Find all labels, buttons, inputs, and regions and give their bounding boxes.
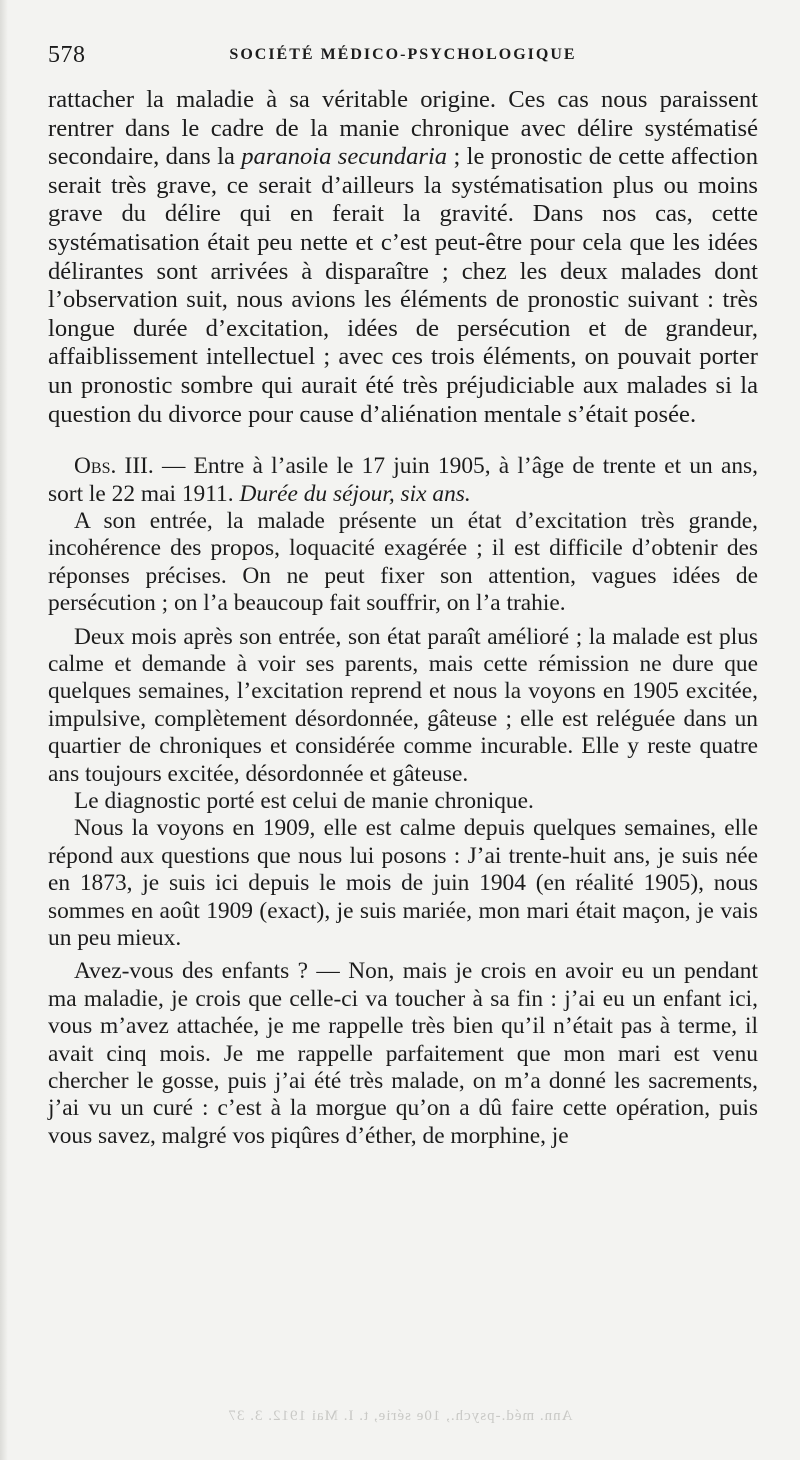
paragraph-two-months: Deux mois après son entrée, son état paraît amélioré ; la malade est plus calme et demande à voir ses parents, mais cette rémission ne dure que quelques semaines, l’excitation reprend et nous la voyons en 1905 excitée, impulsive, complètement désordonnée, gâteuse ; elle est reléguée dans un quartier de chroniques et considérée comme incurable. Elle y reste quatre ans toujours excitée, désordonnée et gâteuse.: [48, 623, 758, 787]
paragraph-children-dialogue: Avez-vous des enfants ? — Non, mais je crois en avoir eu un pendant ma maladie, je crois que celle-ci va toucher à sa fin : j’ai eu un enfant ici, vous m’avez attachée, je me rappelle très bien qu’il n’était pas à terme, il avait cinq mois. Je me rappelle parfaitement que mon mari est venu chercher le gosse, puis j’ai été très malade, on m’a donné les sacrements, j’ai vu un curé : c’est à la morgue qu’on a dû faire cette opération, puis vous savez, malgré vos piqûres d’éther, de morphine, je: [48, 958, 758, 1149]
scan-edge-shadow: [0, 0, 8, 1460]
observation-heading-paragraph: [48, 453, 758, 508]
running-title: SOCIÉTÉ MÉDICO-PSYCHOLOGIQUE: [229, 46, 577, 63]
paragraph-diagnosis: Le diagnostic porté est celui de manie chronique.: [74, 788, 534, 814]
observation-admission-text: — Entre à l’asile le 17 juin 1905, à l’âge de trente et un ans, sort le 22 mai 1911.: [48, 453, 758, 507]
paragraph-admission: A son entrée, la malade présente un état d’excitation très grande, incohérence des propos, loquacité exagérée ; il est difficile d’obtenir des réponses précises. On ne peut fixer son attention, vagues idées de persécution ; on l’a beaucoup fait souffrir, on l’a trahie.: [48, 507, 758, 617]
bleed-through-footer: Ann. méd.-psych., 10e série, t. I. Mai 1912. 3. 37: [227, 1408, 573, 1424]
italic-term: paranoia secundaria: [241, 143, 448, 171]
paragraph-continuation: rattacher la maladie à sa véritable origine. Ces cas nous paraissent rentrer dans le cadre de la manie chronique avec délire systématisé secondaire, dans la paranoia secundaria ; le pronostic de cette affection serait très grave, ce serait d’ailleurs la systématisation plus ou moins grave du délire qui en ferait la gravité. Dans nos cas, cette systématisation était peu nette et c’est peut-être pour cela que les idées délirantes sont arrivées à disparaître ; chez les deux malades dont l’observation suit, nous avions les éléments de pronostic suivant : très longue durée d’excitation, idées de persécution et de grandeur, affaiblissement intellectuel ; avec ces trois éléments, on pouvait porter un pronostic sombre qui aurait été très préjudiciable aux malades si la question du divorce pour cause d’aliénation mentale s’était posée.: [48, 86, 759, 428]
body-text: [48, 86, 758, 1150]
running-head: [48, 40, 758, 74]
observation-duration: Durée du séjour, six ans.: [239, 480, 471, 507]
paragraph-1909-visit: Nous la voyons en 1909, elle est calme depuis quelques semaines, elle répond aux questions que nous lui posons : J’ai trente-huit ans, je suis née en 1873, je suis ici depuis le mois de juin 1904 (en réalité 1905), nous sommes en août 1909 (exact), je suis mariée, mon mari était maçon, je vais un peu mieux.: [48, 815, 758, 952]
page-number: 578: [48, 42, 86, 68]
observation-label: Obs. III.: [74, 453, 154, 480]
